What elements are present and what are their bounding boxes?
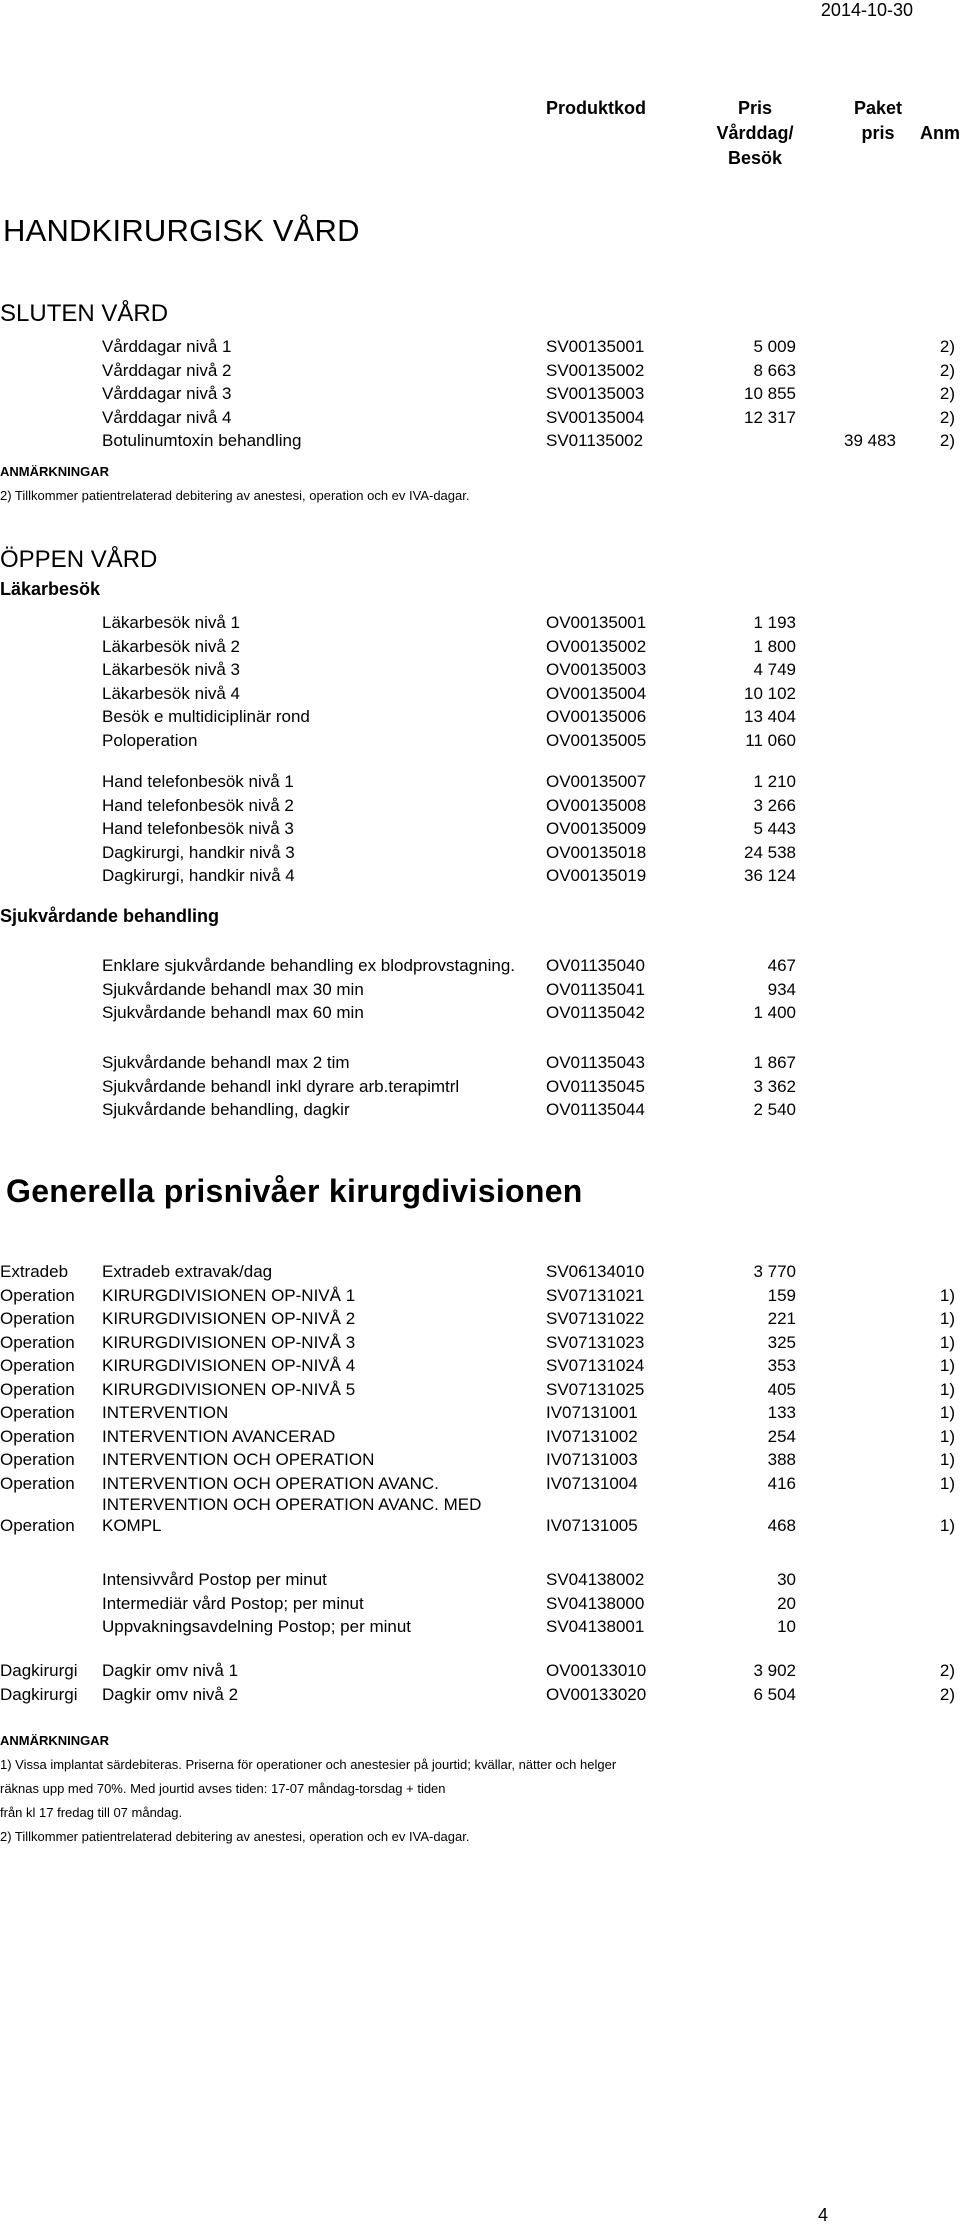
row-code: IV07131001 — [546, 1403, 638, 1422]
row-code: OV01135040 — [546, 956, 645, 975]
row-category: Operation — [0, 1473, 75, 1493]
row-code: SV00135004 — [546, 407, 645, 427]
row-price: 10 855 — [744, 384, 796, 403]
table-row — [0, 1617, 960, 1641]
row-description: Dagkir omv nivå 1 — [102, 1661, 239, 1680]
section-oppen-vard: ÖPPEN VÅRD — [0, 546, 158, 573]
generella-notes: ANMÄRKNINGAR 1) Vissa implantat särdebiteras. Priserna för operationer och anestesier på jourtid; kvällar, nätter och helger räknas upp med 70%. Med jourtid avses tiden: 17-07 måndag-torsdag + tiden från kl 17 fredag till 07 måndag. 2) Tillkommer patientrelaterad debitering av anestesi, operation och ev IVA-dagar. — [0, 1733, 617, 1844]
row-category: Operation — [0, 1403, 75, 1422]
row-price: 8 663 — [753, 360, 796, 380]
table-row — [0, 843, 960, 867]
row-price: 1 867 — [753, 1053, 796, 1072]
row-description: Vårddagar nivå 1 — [102, 337, 232, 356]
row-price: 3 770 — [753, 1262, 796, 1281]
row-code: OV00135002 — [546, 636, 647, 656]
row-description: Sjukvårdande behandl max 60 min — [102, 1003, 364, 1022]
row-price: 3 902 — [753, 1661, 796, 1680]
row-code: IV07131003 — [546, 1450, 638, 1469]
row-category: Operation — [0, 1450, 75, 1469]
row-price: 3 266 — [753, 795, 796, 815]
row-description: Botulinumtoxin behandling — [102, 431, 302, 450]
table-row — [0, 1333, 960, 1357]
row-price: 934 — [767, 979, 796, 999]
table-row — [0, 337, 960, 361]
row-price: 353 — [767, 1356, 796, 1375]
row-code: SV07131023 — [546, 1332, 645, 1352]
table-row — [0, 1685, 960, 1709]
table-row — [0, 1100, 960, 1124]
row-code: OV00133010 — [546, 1661, 647, 1680]
row-code: OV00135018 — [546, 842, 647, 862]
header-produktkod: Produktkod — [546, 98, 647, 118]
row-code: SV07131024 — [546, 1356, 645, 1375]
row-anm: 2) — [939, 360, 955, 380]
row-code: OV00133020 — [546, 1684, 647, 1704]
row-price: 159 — [767, 1285, 796, 1305]
row-code: SV04138002 — [546, 1570, 645, 1589]
row-code: OV00135003 — [546, 660, 647, 679]
row-code: SV07131025 — [546, 1379, 645, 1399]
row-description: KIRURGDIVISIONEN OP-NIVÅ 3 — [102, 1332, 356, 1352]
row-code: IV07131002 — [546, 1426, 638, 1446]
row-category: Operation — [0, 1285, 75, 1305]
row-code: SV00135002 — [546, 360, 645, 380]
row-description: Uppvakningsavdelning Postop; per minut — [102, 1617, 412, 1636]
row-price: 5 009 — [753, 337, 796, 356]
row-description: INTERVENTION AVANCERAD — [102, 1426, 336, 1446]
table-row — [0, 772, 960, 796]
row-description: Dagkir omv nivå 2 — [102, 1684, 239, 1704]
row-price: 467 — [767, 956, 796, 975]
table-row — [0, 1427, 960, 1451]
row-description: Sjukvårdande behandl max 2 tim — [102, 1053, 350, 1072]
row-category: Operation — [0, 1516, 75, 1535]
row-anm: 1) — [939, 1332, 955, 1352]
table-row — [0, 637, 960, 661]
row-description: Sjukvårdande behandling, dagkir — [102, 1100, 350, 1119]
row-price: 325 — [767, 1332, 796, 1352]
row-anm: 1) — [939, 1356, 955, 1375]
row-category: Operation — [0, 1379, 75, 1399]
row-anm: 1) — [939, 1473, 955, 1493]
generella-table-postop — [0, 1570, 960, 1641]
page-number: 4 — [817, 2205, 828, 2225]
table-row — [0, 707, 960, 731]
table-row — [0, 1661, 960, 1685]
row-code: OV00135008 — [546, 795, 647, 815]
sjukvardande-table-a — [0, 956, 960, 1027]
lakarbesok-table-a — [0, 613, 960, 754]
row-code: OV00135019 — [546, 866, 647, 885]
row-price: 5 443 — [753, 819, 796, 838]
table-row — [0, 866, 960, 890]
row-code: SV07131021 — [546, 1285, 645, 1305]
row-price: 1 800 — [753, 636, 796, 656]
row-paket-price: 39 483 — [844, 431, 896, 450]
generella-row-med-kompl — [0, 1494, 960, 1539]
row-price: 36 124 — [744, 866, 796, 885]
row-description: Intermediär vård Postop; per minut — [102, 1593, 364, 1613]
row-code: OV00135006 — [546, 707, 647, 726]
row-description: KIRURGDIVISIONEN OP-NIVÅ 5 — [102, 1379, 356, 1399]
row-code: OV00135004 — [546, 683, 647, 703]
row-price: 10 — [777, 1617, 796, 1636]
row-anm: 2) — [939, 337, 955, 356]
table-row — [0, 408, 960, 432]
row-description: Vårddagar nivå 3 — [102, 384, 232, 403]
table-row — [0, 684, 960, 708]
row-category: Dagkirurgi — [0, 1661, 78, 1680]
table-row — [0, 1570, 960, 1594]
row-price: 4 749 — [753, 660, 796, 679]
row-price: 133 — [767, 1403, 796, 1422]
row-anm: 2) — [939, 407, 955, 427]
subsection-sjukvardande: Sjukvårdande behandling — [0, 906, 220, 926]
row-description: Intensivvård Postop per minut — [102, 1570, 327, 1589]
row-price: 3 362 — [753, 1076, 796, 1096]
row-description: Poloperation — [102, 730, 198, 750]
row-description: Hand telefonbesök nivå 2 — [102, 795, 294, 815]
row-description: INTERVENTION — [102, 1403, 229, 1422]
table-row — [0, 1380, 960, 1404]
generella-table-a — [0, 1262, 960, 1497]
row-price: 468 — [767, 1516, 796, 1535]
row-description: INTERVENTION OCH OPERATION — [102, 1450, 375, 1469]
table-row — [0, 1262, 960, 1286]
table-row — [0, 1403, 960, 1427]
row-description: Läkarbesök nivå 4 — [102, 683, 240, 703]
row-code: SV04138001 — [546, 1617, 645, 1636]
row-description: Extradeb extravak/dag — [102, 1262, 273, 1281]
row-price: 13 404 — [744, 707, 796, 726]
row-code: OV01135042 — [546, 1003, 645, 1022]
row-anm: 1) — [939, 1285, 955, 1305]
row-description: KIRURGDIVISIONEN OP-NIVÅ 4 — [102, 1356, 356, 1375]
row-code: SV06134010 — [546, 1262, 645, 1281]
row-code: SV00135001 — [546, 337, 645, 356]
table-row — [0, 1494, 960, 1539]
row-price: 405 — [767, 1379, 796, 1399]
header-paket: Paket pris — [853, 98, 903, 143]
row-price: 30 — [777, 1570, 796, 1589]
row-code: OV01135044 — [546, 1100, 645, 1119]
header-pris: Pris Vårddag/ Besök — [716, 98, 794, 168]
row-category: Dagkirurgi — [0, 1684, 78, 1704]
table-row — [0, 980, 960, 1004]
row-price: 1 193 — [753, 613, 796, 632]
generella-table-dagkirurgi — [0, 1661, 960, 1708]
sluten-notes: ANMÄRKNINGAR 2) Tillkommer patientrelaterad debitering av anestesi, operation och ev IVA-dagar. — [0, 464, 470, 503]
row-description: Hand telefonbesök nivå 3 — [102, 819, 294, 838]
row-description: Läkarbesök nivå 2 — [102, 636, 240, 656]
row-anm: 1) — [939, 1403, 955, 1422]
row-code: SV00135003 — [546, 384, 645, 403]
row-price: 1 400 — [753, 1003, 796, 1022]
row-code: OV01135045 — [546, 1076, 645, 1096]
row-description: Enklare sjukvårdande behandling ex blodprovstagning. — [102, 956, 516, 975]
row-code: OV00135009 — [546, 819, 647, 838]
row-description: INTERVENTION OCH OPERATION AVANC. — [102, 1473, 439, 1493]
row-description: Läkarbesök nivå 3 — [102, 660, 240, 679]
page-title: HANDKIRURGISK VÅRD — [3, 213, 360, 248]
row-anm: 1) — [939, 1379, 955, 1399]
row-price: 11 060 — [745, 730, 796, 750]
row-anm: 1) — [939, 1309, 955, 1328]
row-category: Operation — [0, 1426, 75, 1446]
table-row — [0, 384, 960, 408]
row-price: 24 538 — [744, 842, 796, 862]
sluten-vard-table — [0, 337, 960, 455]
row-code: OV00135005 — [546, 730, 647, 750]
row-price: 12 317 — [744, 407, 796, 427]
row-price: 2 540 — [753, 1100, 796, 1119]
row-anm: 1) — [939, 1426, 955, 1446]
row-anm: 2) — [939, 1661, 955, 1680]
table-row — [0, 796, 960, 820]
table-row — [0, 819, 960, 843]
table-row — [0, 1356, 960, 1380]
row-anm: 2) — [939, 384, 955, 403]
row-price: 6 504 — [753, 1684, 796, 1704]
table-row — [0, 1077, 960, 1101]
row-category: Extradeb — [0, 1262, 69, 1281]
table-row — [0, 1286, 960, 1310]
row-code: SV04138000 — [546, 1593, 645, 1613]
row-category: Operation — [0, 1356, 75, 1375]
row-price: 221 — [767, 1309, 796, 1328]
row-code: SV01135002 — [546, 431, 644, 450]
row-description: KIRURGDIVISIONEN OP-NIVÅ 1 — [102, 1285, 356, 1305]
row-code: OV00135007 — [546, 772, 647, 791]
row-anm: 1) — [939, 1516, 955, 1535]
row-anm: 1) — [939, 1450, 955, 1469]
row-anm: 2) — [939, 1684, 955, 1704]
row-code: OV01135043 — [546, 1053, 645, 1072]
row-code: OV00135001 — [546, 613, 647, 632]
row-price: 416 — [767, 1473, 796, 1493]
sjukvardande-table-b — [0, 1053, 960, 1124]
row-description: Hand telefonbesök nivå 1 — [102, 772, 294, 791]
section-sluten-vard: SLUTEN VÅRD — [0, 300, 169, 327]
row-code: SV07131022 — [546, 1309, 645, 1328]
header-anm: Anm — [920, 123, 960, 143]
row-description: INTERVENTION OCH OPERATION AVANC. MED KOMPL — [102, 1495, 482, 1535]
table-row — [0, 361, 960, 385]
table-row — [0, 1003, 960, 1027]
row-price: 1 210 — [753, 772, 796, 791]
table-row — [0, 1053, 960, 1077]
section-generella-prisnivaer: Generella prisnivåer kirurgdivisionen — [6, 1173, 583, 1209]
table-row — [0, 1450, 960, 1474]
row-price: 388 — [767, 1450, 796, 1469]
row-category: Operation — [0, 1332, 75, 1352]
row-description: Dagkirurgi, handkir nivå 4 — [102, 866, 295, 885]
row-description: Besök e multidiciplinär rond — [102, 707, 310, 726]
row-description: Vårddagar nivå 4 — [102, 407, 232, 427]
row-code: IV07131005 — [546, 1516, 638, 1535]
row-code: IV07131004 — [546, 1473, 638, 1493]
row-description: Sjukvårdande behandl max 30 min — [102, 979, 364, 999]
row-description: Läkarbesök nivå 1 — [102, 613, 240, 632]
row-price: 20 — [777, 1593, 796, 1613]
row-description: Dagkirurgi, handkir nivå 3 — [102, 842, 295, 862]
table-row — [0, 956, 960, 980]
row-price: 254 — [767, 1426, 796, 1446]
table-row — [0, 431, 960, 455]
table-row — [0, 1309, 960, 1333]
row-code: OV01135041 — [546, 979, 645, 999]
row-description: Sjukvårdande behandl inkl dyrare arb.terapimtrl — [102, 1076, 460, 1096]
table-row — [0, 660, 960, 684]
row-category: Operation — [0, 1309, 75, 1328]
table-row — [0, 1594, 960, 1618]
row-price: 10 102 — [744, 683, 796, 703]
table-row — [0, 613, 960, 637]
lakarbesok-table-b — [0, 772, 960, 890]
row-description: KIRURGDIVISIONEN OP-NIVÅ 2 — [102, 1309, 356, 1328]
print-date: 2014-10-30 — [820, 0, 913, 20]
table-row — [0, 731, 960, 755]
row-description: Vårddagar nivå 2 — [102, 360, 232, 380]
subsection-lakarbesok: Läkarbesök — [0, 579, 101, 599]
row-anm: 2) — [939, 431, 955, 450]
